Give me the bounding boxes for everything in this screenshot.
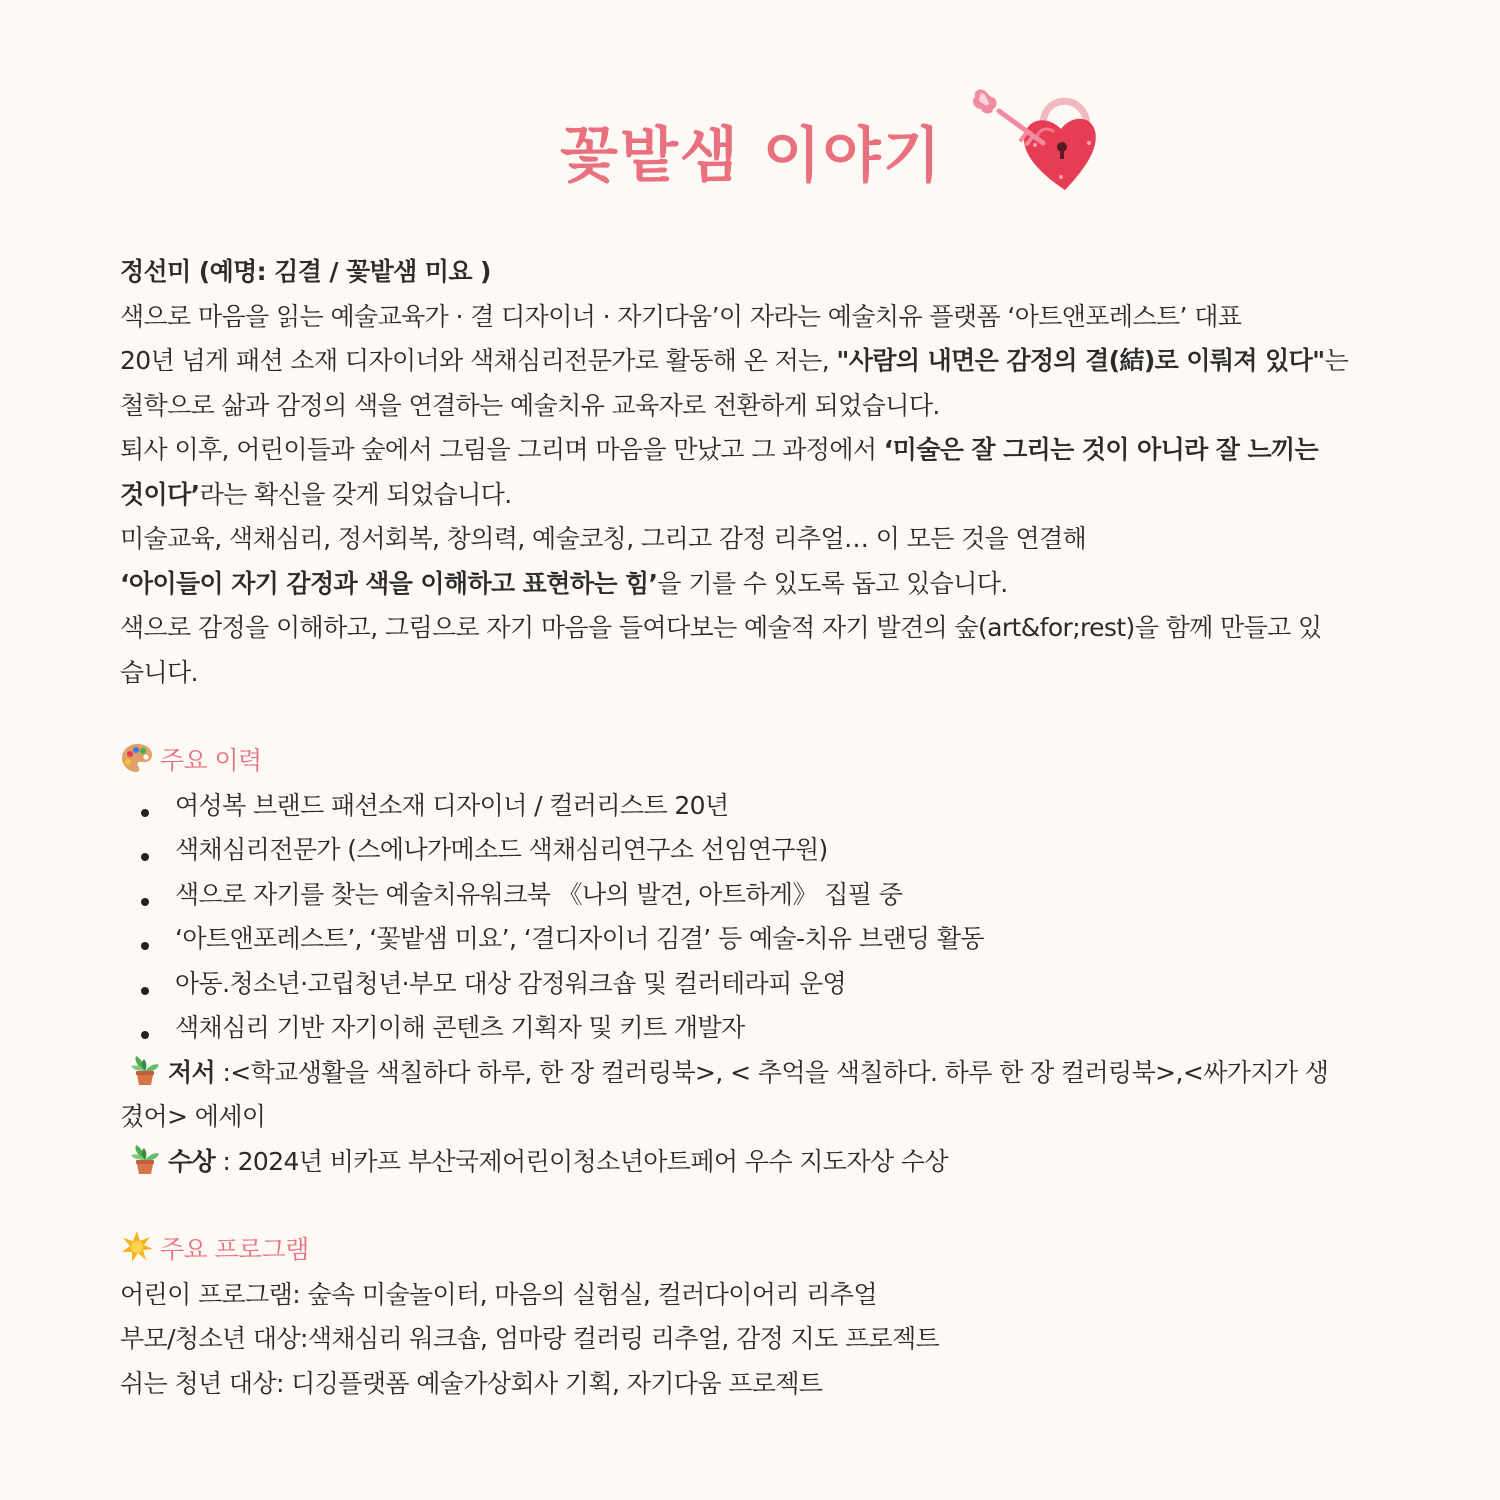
books-line-continued: 겼어> 에세이 xyxy=(120,1102,266,1131)
program-line-youth: 쉬는 청년 대상: 디깅플랫폼 예술가상회사 기획, 자기다움 프로젝트 xyxy=(120,1368,823,1398)
header xyxy=(0,100,1500,200)
intro-paragraph-7: ‘아이들이 자기 감정과 색을 이해하고 표현하는 힘’을 기를 수 있도록 돕고 있습니다. xyxy=(120,568,1008,598)
intro-paragraph-5: 것이다’라는 확신을 갖게 되었습니다. xyxy=(120,479,512,509)
profile-content xyxy=(120,250,1420,1406)
list-item: 색으로 자기를 찾는 예술치유워크북 《나의 발견, 아트하게》 집필 중 xyxy=(120,873,1420,918)
award-line: 수상 : 2024년 비카프 부산국제어린이청소년아트페어 우수 지도자상 수상 xyxy=(120,1140,1420,1185)
heart-lock-key-icon xyxy=(965,85,1105,195)
list-item: 색채심리전문가 (스에나가메소드 색채심리연구소 선임연구원) xyxy=(120,828,1420,873)
programs-heading: 주요 프로그램 xyxy=(120,1228,1420,1273)
intro-paragraph-2: 20년 넘게 패션 소재 디자이너와 색채심리전문가로 활동해 온 저는, "사람의 내면은 감정의 결(結)로 이뤄져 있다"는 xyxy=(120,346,1349,375)
list-item: 여성복 브랜드 패션소재 디자이너 / 컬러리스트 20년 xyxy=(120,784,1420,829)
intro-paragraph-1: 색으로 마음을 읽는 예술교육가 · 결 디자이너 · 자기다움’이 자라는 예술치유 플랫폼 ‘아트앤포레스트’ 대표 xyxy=(120,301,1242,331)
program-line-children: 어린이 프로그램: 숲속 미술놀이터, 마음의 실험실, 컬러다이어리 리추얼 xyxy=(120,1279,877,1309)
intro-paragraph-9: 습니다. xyxy=(120,657,198,687)
intro-paragraph-8: 색으로 감정을 이해하고, 그림으로 자기 마음을 들여다보는 예술적 자기 발견의 숲(art&for;rest)을 함께 만들고 있 xyxy=(120,613,1322,642)
page-title: 꽃밭샘 이야기 xyxy=(560,121,943,191)
mission-quote: ‘아이들이 자기 감정과 색을 이해하고 표현하는 힘’ xyxy=(120,568,658,598)
intro-paragraph-4: 퇴사 이후, 어린이들과 숲에서 그림을 그리며 마음을 만났고 그 과정에서 ‘미술은 잘 그리는 것이 아니라 잘 느끼는 xyxy=(120,435,1319,464)
list-item: ‘아트앤포레스트’, ‘꽃밭샘 미요’, ‘결디자이너 김결’ 등 예술-치유 브랜딩 활동 xyxy=(120,917,1420,962)
career-list xyxy=(120,784,1420,1051)
program-line-parents: 부모/청소년 대상:색채심리 워크숍, 엄마랑 컬러링 리추얼, 감정 지도 프로젝트 xyxy=(120,1324,940,1353)
palette-icon xyxy=(120,741,154,775)
list-item: 색채심리 기반 자기이해 콘텐츠 기획자 및 키트 개발자 xyxy=(120,1006,1420,1051)
potted-plant-icon xyxy=(128,1142,162,1176)
name-line: 정선미 (예명: 김결 / 꽃밭샘 미요 ) xyxy=(120,257,491,286)
art-quote: ‘미술은 잘 그리는 것이 아니라 잘 느끼는 xyxy=(883,435,1319,464)
list-item: 아동.청소년·고립청년·부모 대상 감정워크숍 및 컬러테라피 운영 xyxy=(120,962,1420,1007)
intro-paragraph-3: 철학으로 삶과 감정의 색을 연결하는 예술치유 교육자로 전환하게 되었습니다. xyxy=(120,390,940,420)
intro-paragraph-6: 미술교육, 색채심리, 정서회복, 창의력, 예술코칭, 그리고 감정 리추얼… 이 모든 것을 연결해 xyxy=(120,524,1087,553)
career-heading: 주요 이력 xyxy=(120,739,1420,784)
potted-plant-icon xyxy=(128,1053,162,1087)
books-line: 저서 :<학교생활을 색칠하다 하루, 한 장 컬러링북>, < 추억을 색칠하다. 하루 한 장 컬러링북>,<싸가지가 생 xyxy=(120,1051,1420,1096)
sun-icon xyxy=(120,1230,154,1264)
philosophy-quote: "사람의 내면은 감정의 결(結)로 이뤄져 있다" xyxy=(836,346,1325,375)
